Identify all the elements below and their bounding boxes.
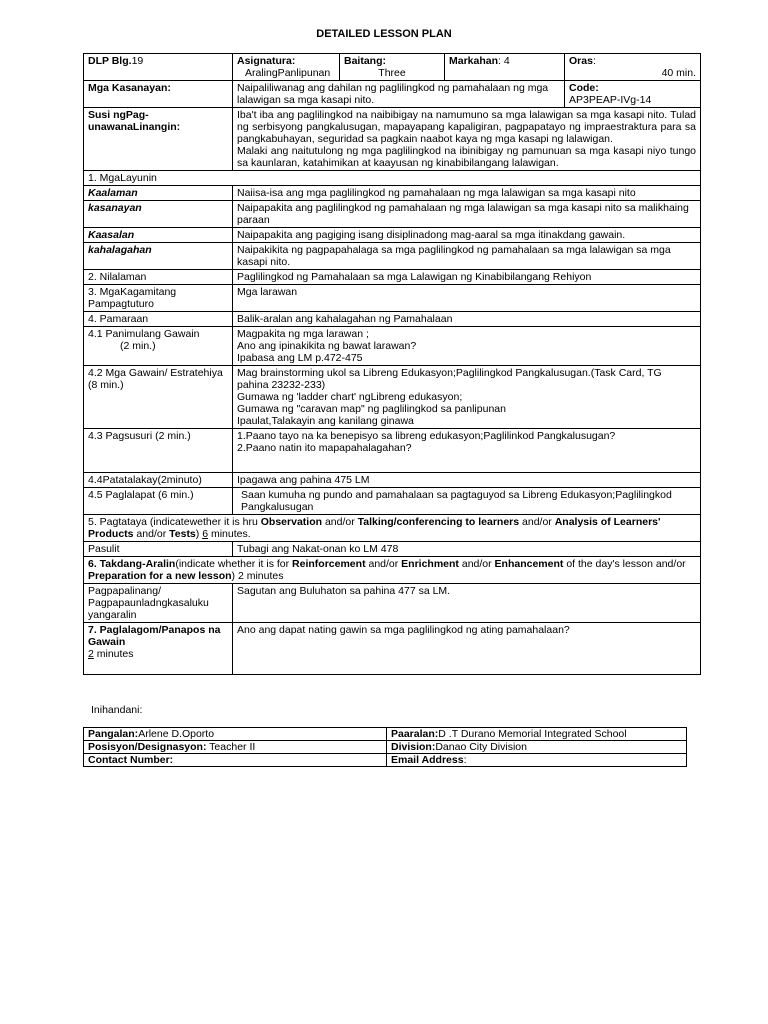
kasanayan-row: [84, 81, 701, 108]
document-title: DETAILED LESSON PLAN: [316, 28, 452, 40]
pamaraan-row: 4. Pamaraan Balik-aralan ang kahalagahan ng Pamahalaan: [84, 312, 701, 327]
signature-row-2: Posisyon/Designasyon: Teacher II Division:Danao City Division: [84, 741, 687, 754]
signature-row-1: Pangalan:Arlene D.Oporto Paaralan:D .T Durano Memorial Integrated School: [84, 728, 687, 741]
susi-text: Iba't iba ang paglilingkod na naibibigay na namumuno sa mga lalawigan sa mga kasapi nito. Tulad ng serbisyong pangkalusugan, mapayapang kapaligiran, pagpapatayo ng impraestraktura para sa pangkabuhayan, seguridad sa pagkain naabot kaya ng mga kasapi ng lalawigan. Malaki ang naitutulong ng mga paglilingkod na ibinibigay ng pamunuan sa mga kasapi niyo tungo sa kaunlaran, katahimikan at kaayusan ng kinabibilangang lalawigan.: [233, 108, 701, 171]
nilalaman-row: 2. Nilalaman Paglilingkod ng Pamahalaan sa mga Lalawigan ng Kinabibilangang Rehiyon: [84, 270, 701, 285]
signature-row-3: Contact Number: Email Address:: [84, 754, 687, 767]
paglalagom-row: 7. Paglalagom/Panapos na Gawain 2 minutes Ano ang dapat nating gawin sa mga paglilingkod ng ating pamahalaan?: [84, 623, 701, 675]
dlp-cell: DLP Blg.19: [84, 54, 233, 81]
baitang-cell: Baitang: Three: [340, 54, 445, 81]
kaalaman-row: Kaalaman Naiisa-isa ang mga paglilingkod ng pamahalaan ng mga lalawigan sa mga kasapi nito: [84, 186, 701, 201]
pagtataya-row: 5. Pagtataya (indicatewether it is hru Observation and/or Talking/conferencing to learners and/or Analysis of Learners' Products and/or Tests) 6 minutes.: [84, 515, 701, 542]
layunin-row: [84, 171, 701, 186]
markahan-cell: Markahan: 4: [445, 54, 565, 81]
kagamitan-row: 3. MgaKagamitang Pampagtuturo Mga larawan: [84, 285, 701, 312]
gawain-row: 4.2 Mga Gawain/ Estratehiya (8 min.) Mag brainstorming ukol sa Libreng Edukasyon;Paglilingkod Pangkalusugan.(Task Card, TG pahina 23232-233) Gumawa ng 'ladder chart' ngLibreng edukasyon; Gumawa ng "caravan map" ng paglilingkod sa panlipunan Ipaulat,Talakayin ang kanilang ginawa: [84, 366, 701, 429]
pagpapalinang-row: Pagpapalinang/ Pagpapaunladngkasaluku yangaralin Sagutan ang Buluhaton sa pahina 477 sa LM.: [84, 584, 701, 623]
signature-table: [83, 727, 687, 767]
kasanayan-label: Mga Kasanayan:: [84, 81, 233, 108]
asignatura-cell: Asignatura: AralingPanlipunan: [233, 54, 340, 81]
pasulit-row: Pasulit Tubagi ang Nakat-onan ko LM 478: [84, 542, 701, 557]
oras-cell: Oras: 40 min.: [565, 54, 701, 81]
paglalapat-row: 4.5 Paglalapat (6 min.) Saan kumuha ng pundo and pamahalaan sa pagtaguyod sa Libreng Edukasyon;Paglilingkod Pangkalusugan: [84, 488, 701, 515]
susi-row: [84, 108, 701, 171]
layunin-label: 1. MgaLayunin: [84, 171, 701, 186]
lesson-plan-table: [83, 53, 701, 675]
pagsusuri-row: 4.3 Pagsusuri (2 min.) 1.Paano tayo na ka benepisyo sa libreng edukasyon;Paglilinkod Pangkalusugan? 2.Paano natin ito mapapahalagahan?: [84, 429, 701, 473]
takdang-row: 6. Takdang-Aralin(indicate whether it is for Reinforcement and/or Enrichment and/or Enhancement of the day's lesson and/or Preparation for a new lesson) 2 minutes: [84, 557, 701, 584]
kasanayan-text: Naipaliliwanag ang dahilan ng paglilingkod ng pamahalaan ng mga lalawigan sa mga kasapi nito.: [233, 81, 565, 108]
header-row: [84, 54, 701, 81]
code-cell: Code: AP3PEAP-IVg-14: [565, 81, 701, 108]
kahalagahan-row: kahalagahan Naipakikita ng pagpapahalaga sa mga paglilingkod ng pamahalaan sa mga lalawigan sa mga kasapi nito.: [84, 243, 701, 270]
kaasalan-row: Kaasalan Naipapakita ang pagiging isang disiplinadong mag-aaral sa mga itinakdang gawain.: [84, 228, 701, 243]
pagtatalakay-row: 4.4Patatalakay(2minuto) Ipagawa ang pahina 475 LM: [84, 473, 701, 488]
kasanayan-objective-row: kasanayan Naipapakita ang paglilingkod ng pamahalaan ng mga lalawigan sa mga kasapi nito sa malikhaing paraan: [84, 201, 701, 228]
susi-label: Susi ngPag-unawanaLinangin:: [84, 108, 233, 171]
panimula-row: 4.1 Panimulang Gawain (2 min.) Magpakita ng mga larawan ; Ano ang ipinakikita ng bawat larawan? Ipabasa ang LM p.472-475: [84, 327, 701, 366]
prepared-by-label: Inihandani:: [91, 704, 143, 716]
